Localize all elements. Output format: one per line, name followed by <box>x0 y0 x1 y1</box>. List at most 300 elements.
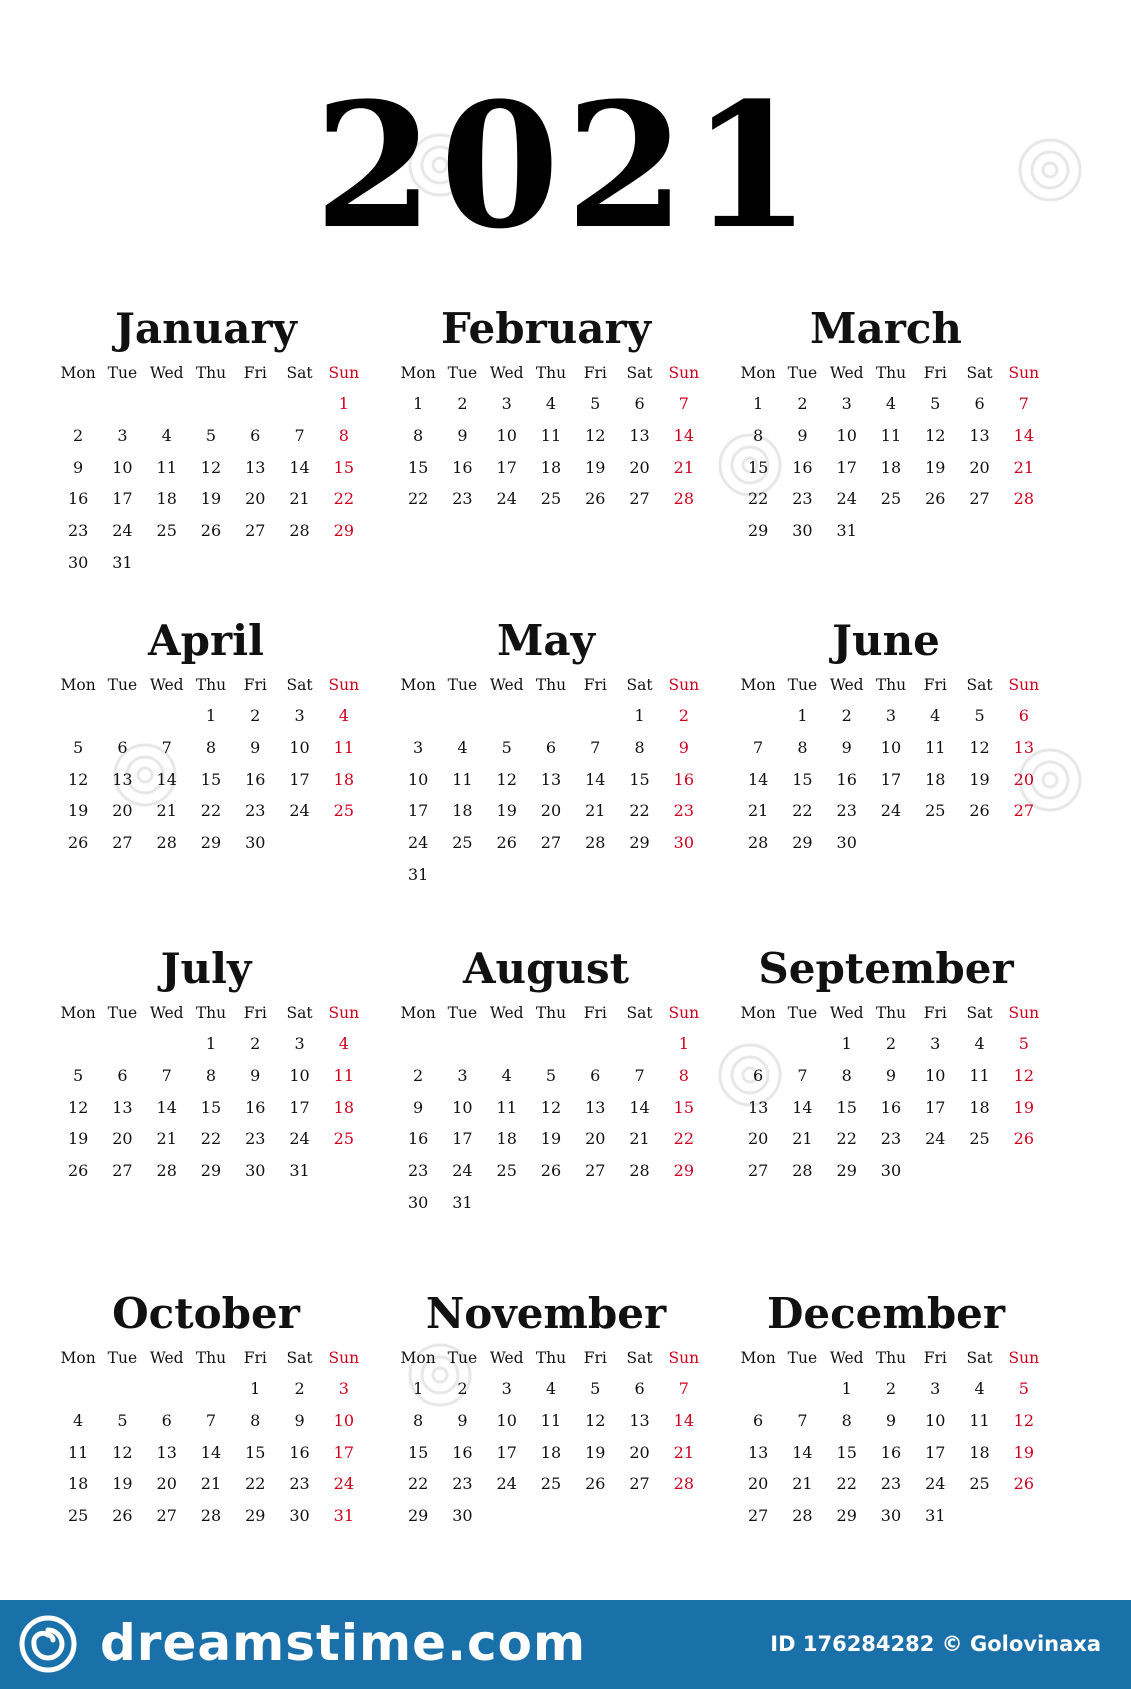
day-cell: 20 <box>156 1474 177 1494</box>
week-row <box>396 1091 706 1123</box>
day-cell: 4 <box>457 738 468 758</box>
week-row <box>396 700 706 732</box>
weekday-label: Fri <box>583 364 607 382</box>
month-name: December <box>766 1289 1006 1338</box>
week-row <box>56 1123 366 1155</box>
day-cell: 1 <box>634 706 645 726</box>
day-cell: 27 <box>112 833 133 853</box>
empty-day-cell <box>322 1155 366 1187</box>
day-cell: 28 <box>792 1506 813 1526</box>
day-cell: 6 <box>634 394 645 414</box>
month-block <box>736 940 1076 1285</box>
day-cell: 30 <box>245 1161 266 1181</box>
weekday-label: Sat <box>966 1349 993 1367</box>
day-cell: 29 <box>836 1506 857 1526</box>
day-cell: 16 <box>407 1129 429 1149</box>
empty-day-cell <box>485 700 529 732</box>
weekday-label: Thu <box>875 364 907 382</box>
week-row <box>736 827 1046 859</box>
day-cell: 19 <box>200 489 222 509</box>
day-cell: 5 <box>974 706 985 726</box>
day-cell: 23 <box>880 1474 902 1494</box>
weekday-label: Wed <box>489 676 524 694</box>
week-row <box>56 1436 366 1468</box>
day-cell: 6 <box>590 1066 601 1086</box>
day-cell: 7 <box>797 1066 808 1086</box>
week-row <box>736 1405 1046 1437</box>
sunday-day-cell: 9 <box>678 738 689 758</box>
day-cell: 22 <box>245 1474 266 1494</box>
sunday-day-cell: 2 <box>678 706 689 726</box>
day-cell: 19 <box>925 457 946 477</box>
day-cell: 23 <box>452 1474 473 1494</box>
month-days-table <box>56 670 366 858</box>
weekday-label: Tue <box>787 676 818 694</box>
month-days-table <box>736 670 1046 858</box>
week-row <box>736 1373 1046 1405</box>
day-cell: 12 <box>969 738 990 758</box>
week-row <box>736 1500 1046 1532</box>
weekday-label: Mon <box>400 1004 436 1022</box>
empty-day-cell <box>56 1028 100 1060</box>
day-cell: 11 <box>969 1411 990 1431</box>
day-cell: 28 <box>156 833 177 853</box>
weekday-label: Mon <box>60 1004 96 1022</box>
week-row <box>396 763 706 795</box>
empty-day-cell <box>529 858 573 890</box>
day-cell: 3 <box>413 738 424 758</box>
day-cell: 4 <box>545 394 557 414</box>
sunday-day-cell: 16 <box>673 769 695 789</box>
day-cell: 7 <box>161 738 172 758</box>
day-cell: 23 <box>792 489 813 509</box>
day-cell: 10 <box>836 426 857 446</box>
day-cell: 21 <box>289 489 310 509</box>
month-name: June <box>832 616 940 665</box>
empty-day-cell <box>145 546 189 578</box>
sunday-day-cell: 11 <box>333 1066 355 1086</box>
day-cell: 9 <box>885 1066 897 1086</box>
weekday-label: Thu <box>875 1349 907 1367</box>
day-cell: 17 <box>407 801 429 821</box>
day-cell: 25 <box>969 1129 990 1149</box>
sunday-day-cell: 21 <box>673 457 695 477</box>
day-cell: 11 <box>156 457 177 477</box>
day-cell: 10 <box>112 457 133 477</box>
brand-wordmark[interactable]: dreamstime.com <box>100 1614 587 1672</box>
day-cell: 11 <box>969 1066 990 1086</box>
month-days-table <box>56 358 366 578</box>
week-row <box>56 420 366 452</box>
week-row <box>396 1186 706 1218</box>
empty-day-cell <box>736 700 780 732</box>
month-days-table <box>736 998 1046 1186</box>
day-cell: 14 <box>747 769 769 789</box>
weekday-label: Mon <box>740 676 776 694</box>
week-row <box>56 483 366 515</box>
day-cell: 30 <box>67 552 89 572</box>
month-block <box>736 300 1076 612</box>
empty-day-cell <box>736 1373 780 1405</box>
day-cell: 18 <box>67 1474 89 1494</box>
week-row <box>56 700 366 732</box>
week-row <box>396 483 706 515</box>
month-block <box>56 940 396 1285</box>
weekday-label: Tue <box>107 1349 138 1367</box>
empty-day-cell <box>957 1500 1001 1532</box>
day-cell: 22 <box>407 489 429 509</box>
day-cell: 25 <box>540 489 562 509</box>
day-cell: 11 <box>880 426 902 446</box>
day-cell: 7 <box>294 426 305 446</box>
weekday-label: Sun <box>1008 1349 1040 1367</box>
month-block <box>736 612 1076 940</box>
day-cell: 22 <box>200 1129 222 1149</box>
day-cell: 19 <box>969 769 990 789</box>
day-cell: 17 <box>925 1097 946 1117</box>
week-row <box>736 700 1046 732</box>
day-cell: 11 <box>452 769 473 789</box>
day-cell: 28 <box>200 1506 222 1526</box>
week-row <box>396 1155 706 1187</box>
weekday-header-row <box>396 1343 706 1373</box>
day-cell: 9 <box>885 1411 897 1431</box>
week-row <box>56 1091 366 1123</box>
week-row <box>736 1028 1046 1060</box>
day-cell: 7 <box>205 1411 217 1431</box>
weekday-label: Sat <box>286 1004 313 1022</box>
day-cell: 5 <box>73 738 84 758</box>
day-cell: 27 <box>969 489 990 509</box>
weekday-label: Sat <box>286 364 313 382</box>
month-name: May <box>496 616 596 665</box>
day-cell: 27 <box>629 489 650 509</box>
sunday-day-cell: 1 <box>338 394 349 414</box>
week-row <box>56 1373 366 1405</box>
day-cell: 20 <box>629 1442 650 1462</box>
empty-day-cell <box>145 1373 189 1405</box>
sunday-day-cell: 18 <box>333 769 355 789</box>
month-block <box>736 1285 1076 1570</box>
day-cell: 1 <box>413 394 424 414</box>
day-cell: 21 <box>747 801 769 821</box>
day-cell: 5 <box>205 426 217 446</box>
day-cell: 16 <box>245 1097 266 1117</box>
day-cell: 5 <box>501 738 512 758</box>
day-cell: 5 <box>590 394 601 414</box>
sunday-day-cell: 14 <box>673 1411 695 1431</box>
day-cell: 20 <box>747 1129 769 1149</box>
day-cell: 25 <box>67 1506 89 1526</box>
day-cell: 9 <box>797 426 808 446</box>
day-cell: 3 <box>501 1379 512 1399</box>
week-row <box>736 732 1046 764</box>
empty-day-cell <box>100 700 144 732</box>
weekday-label: Sat <box>966 364 993 382</box>
day-cell: 11 <box>67 1442 89 1462</box>
weekday-label: Tue <box>787 364 818 382</box>
day-cell: 16 <box>67 489 89 509</box>
day-cell: 10 <box>925 1066 946 1086</box>
day-cell: 13 <box>747 1442 769 1462</box>
day-cell: 5 <box>73 1066 84 1086</box>
weekday-label: Sun <box>328 364 360 382</box>
month-block <box>56 1285 396 1570</box>
day-cell: 30 <box>836 833 857 853</box>
month-name: August <box>462 944 630 993</box>
day-cell: 24 <box>112 521 133 541</box>
week-row <box>736 1091 1046 1123</box>
weekday-label: Thu <box>195 1349 227 1367</box>
day-cell: 24 <box>407 833 429 853</box>
day-cell: 8 <box>205 1066 217 1086</box>
month-days-table <box>56 1343 366 1531</box>
day-cell: 4 <box>930 706 941 726</box>
day-cell: 7 <box>161 1066 172 1086</box>
day-cell: 3 <box>294 1034 305 1054</box>
day-cell: 26 <box>67 833 89 853</box>
day-cell: 9 <box>73 457 84 477</box>
day-cell: 28 <box>792 1161 813 1181</box>
day-cell: 23 <box>245 1129 266 1149</box>
day-cell: 31 <box>112 552 133 572</box>
day-cell: 22 <box>629 801 650 821</box>
day-cell: 3 <box>930 1379 941 1399</box>
weekday-label: Thu <box>195 364 227 382</box>
day-cell: 12 <box>585 426 606 446</box>
month-name: February <box>440 304 652 353</box>
weekday-label: Sun <box>1008 1004 1040 1022</box>
day-cell: 1 <box>841 1379 852 1399</box>
day-cell: 10 <box>452 1097 473 1117</box>
month-days-table <box>56 998 366 1186</box>
day-cell: 5 <box>590 1379 601 1399</box>
weekday-label: Tue <box>107 1004 138 1022</box>
sunday-day-cell: 17 <box>333 1442 355 1462</box>
day-cell: 2 <box>294 1379 305 1399</box>
sunday-day-cell: 25 <box>333 801 355 821</box>
weekday-label: Sat <box>626 1004 653 1022</box>
day-cell: 21 <box>156 1129 177 1149</box>
weekday-label: Wed <box>489 1004 524 1022</box>
week-row <box>56 1060 366 1092</box>
day-cell: 30 <box>452 1506 473 1526</box>
week-row <box>396 1060 706 1092</box>
sunday-day-cell: 22 <box>673 1129 695 1149</box>
empty-day-cell <box>440 700 484 732</box>
weekday-header-row <box>56 358 366 388</box>
sunday-day-cell: 29 <box>673 1161 695 1181</box>
empty-day-cell <box>277 827 321 859</box>
day-cell: 16 <box>245 769 266 789</box>
day-cell: 3 <box>501 394 512 414</box>
week-row <box>56 763 366 795</box>
weekday-label: Sun <box>668 1004 700 1022</box>
day-cell: 18 <box>452 801 473 821</box>
day-cell: 26 <box>585 489 606 509</box>
day-cell: 27 <box>156 1506 177 1526</box>
day-cell: 6 <box>634 1379 645 1399</box>
week-row <box>396 1500 706 1532</box>
week-row <box>736 1123 1046 1155</box>
empty-day-cell <box>957 515 1001 547</box>
day-cell: 15 <box>200 1097 222 1117</box>
day-cell: 18 <box>540 457 562 477</box>
weekday-header-row <box>396 358 706 388</box>
day-cell: 30 <box>880 1161 902 1181</box>
week-row <box>396 1123 706 1155</box>
day-cell: 3 <box>457 1066 468 1086</box>
day-cell: 2 <box>797 394 808 414</box>
weekday-label: Wed <box>829 1349 864 1367</box>
day-cell: 16 <box>452 457 473 477</box>
day-cell: 31 <box>925 1506 946 1526</box>
day-cell: 15 <box>407 1442 429 1462</box>
month-block <box>396 940 736 1285</box>
week-row <box>736 483 1046 515</box>
empty-day-cell <box>145 388 189 420</box>
day-cell: 16 <box>880 1442 902 1462</box>
day-cell: 21 <box>200 1474 222 1494</box>
day-cell: 1 <box>797 706 808 726</box>
empty-day-cell <box>396 700 440 732</box>
day-cell: 12 <box>496 769 517 789</box>
day-cell: 26 <box>496 833 517 853</box>
week-row <box>56 1468 366 1500</box>
week-row <box>736 451 1046 483</box>
weekday-label: Sun <box>328 1004 360 1022</box>
sunday-day-cell: 29 <box>333 521 355 541</box>
sunday-day-cell: 15 <box>333 457 355 477</box>
day-cell: 1 <box>205 1034 217 1054</box>
day-cell: 15 <box>836 1097 857 1117</box>
month-name: October <box>112 1289 300 1338</box>
day-cell: 25 <box>496 1161 517 1181</box>
day-cell: 27 <box>585 1161 606 1181</box>
sunday-day-cell: 12 <box>1013 1411 1035 1431</box>
day-cell: 29 <box>200 1161 222 1181</box>
empty-day-cell <box>573 858 617 890</box>
day-cell: 3 <box>885 706 897 726</box>
day-cell: 19 <box>585 1442 606 1462</box>
day-cell: 14 <box>200 1442 222 1462</box>
empty-day-cell <box>56 700 100 732</box>
empty-day-cell <box>440 858 484 890</box>
sunday-day-cell: 7 <box>1018 394 1029 414</box>
weekday-label: Wed <box>149 1004 184 1022</box>
day-cell: 29 <box>407 1506 429 1526</box>
sunday-day-cell: 8 <box>678 1066 689 1086</box>
day-cell: 2 <box>885 1034 897 1054</box>
day-cell: 13 <box>585 1097 606 1117</box>
weekday-label: Mon <box>400 364 436 382</box>
sunday-day-cell: 30 <box>673 833 695 853</box>
day-cell: 17 <box>452 1129 473 1149</box>
day-cell: 21 <box>585 801 606 821</box>
empty-day-cell <box>662 858 706 890</box>
day-cell: 3 <box>294 706 305 726</box>
day-cell: 3 <box>841 394 852 414</box>
week-row <box>56 1405 366 1437</box>
day-cell: 13 <box>245 457 266 477</box>
day-cell: 31 <box>836 521 857 541</box>
empty-day-cell <box>485 858 529 890</box>
week-row <box>396 1028 706 1060</box>
day-cell: 1 <box>250 1379 261 1399</box>
day-cell: 8 <box>413 1411 424 1431</box>
sunday-day-cell: 1 <box>678 1034 689 1054</box>
day-cell: 17 <box>289 769 310 789</box>
day-cell: 8 <box>413 426 424 446</box>
weekday-label: Tue <box>447 1004 478 1022</box>
day-cell: 1 <box>841 1034 852 1054</box>
empty-day-cell <box>1002 1500 1046 1532</box>
day-cell: 10 <box>407 769 429 789</box>
weekday-label: Sun <box>328 1349 360 1367</box>
weekday-label: Fri <box>923 1349 947 1367</box>
day-cell: 2 <box>457 394 468 414</box>
weekday-label: Fri <box>243 364 267 382</box>
day-cell: 2 <box>885 1379 897 1399</box>
day-cell: 18 <box>156 489 177 509</box>
empty-day-cell <box>189 1373 233 1405</box>
day-cell: 14 <box>629 1097 650 1117</box>
day-cell: 12 <box>540 1097 562 1117</box>
day-cell: 27 <box>112 1161 133 1181</box>
empty-day-cell <box>957 827 1001 859</box>
day-cell: 24 <box>925 1474 946 1494</box>
day-cell: 12 <box>585 1411 606 1431</box>
day-cell: 15 <box>407 457 429 477</box>
weekday-label: Mon <box>400 1349 436 1367</box>
day-cell: 30 <box>407 1192 429 1212</box>
weekday-label: Fri <box>583 676 607 694</box>
weekday-label: Wed <box>829 1004 864 1022</box>
empty-day-cell <box>100 388 144 420</box>
day-cell: 26 <box>112 1506 133 1526</box>
day-cell: 7 <box>797 1411 808 1431</box>
day-cell: 9 <box>457 1411 468 1431</box>
weekday-label: Sat <box>286 1349 313 1367</box>
day-cell: 18 <box>880 457 902 477</box>
empty-day-cell <box>913 827 957 859</box>
day-cell: 21 <box>792 1474 813 1494</box>
sunday-day-cell: 3 <box>338 1379 349 1399</box>
day-cell: 6 <box>117 1066 128 1086</box>
day-cell: 6 <box>117 738 128 758</box>
day-cell: 21 <box>629 1129 650 1149</box>
month-block <box>56 300 396 612</box>
sunday-day-cell: 28 <box>673 489 695 509</box>
day-cell: 9 <box>250 738 261 758</box>
weekday-label: Fri <box>923 1004 947 1022</box>
day-cell: 10 <box>496 426 517 446</box>
day-cell: 23 <box>880 1129 902 1149</box>
day-cell: 19 <box>67 1129 89 1149</box>
day-cell: 6 <box>545 738 557 758</box>
day-cell: 22 <box>200 801 222 821</box>
month-days-table <box>396 1343 706 1531</box>
day-cell: 4 <box>501 1066 512 1086</box>
week-row <box>56 1155 366 1187</box>
month-block <box>396 612 736 940</box>
day-cell: 1 <box>413 1379 424 1399</box>
weekday-label: Fri <box>243 1004 267 1022</box>
sunday-day-cell: 23 <box>673 801 695 821</box>
month-name: March <box>810 304 962 353</box>
sunday-day-cell: 7 <box>678 394 689 414</box>
day-cell: 20 <box>540 801 562 821</box>
